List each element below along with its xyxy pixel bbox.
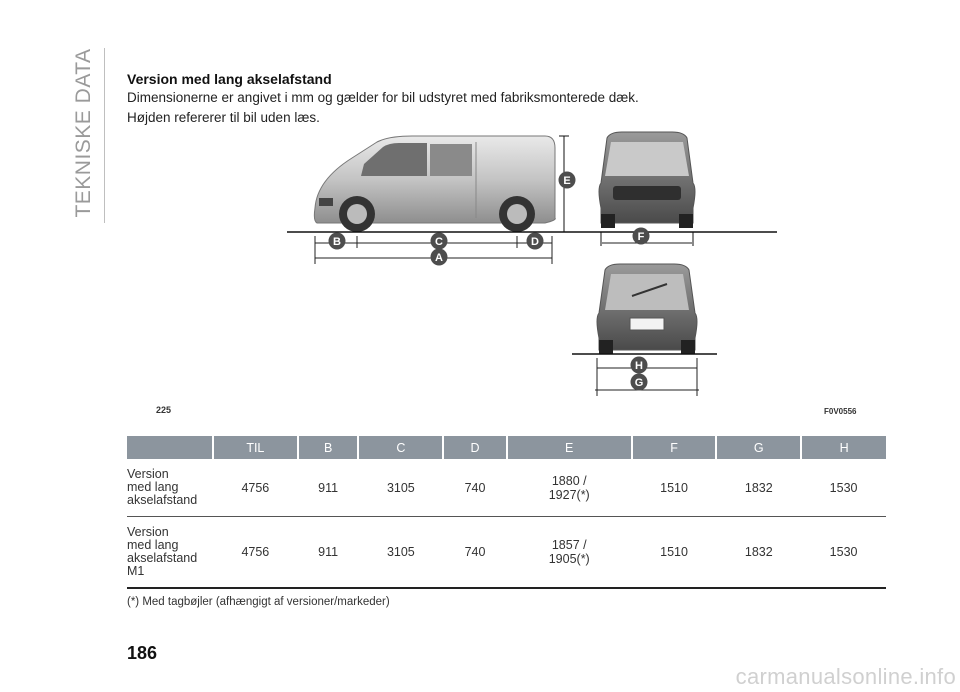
watermark: carmanualsonline.info bbox=[735, 664, 956, 689]
row-label: Version med lang akselafstand bbox=[127, 459, 213, 517]
svg-text:A: A bbox=[435, 252, 443, 264]
vehicle-dimensions-figure bbox=[127, 128, 887, 428]
table-footnote: (*) Med tagbøjler (afhængigt af versioner/markeder) bbox=[127, 596, 390, 608]
cell-f: 1510 bbox=[632, 517, 717, 589]
cell-d: 740 bbox=[443, 459, 507, 517]
height-note: Højden refererer til bil uden læs. bbox=[127, 110, 320, 125]
cell-e: 1857 / 1905(*) bbox=[507, 517, 632, 589]
header-b: B bbox=[298, 436, 359, 459]
header-til: TIL bbox=[213, 436, 298, 459]
van-rear-view bbox=[572, 264, 717, 354]
badge-a bbox=[431, 249, 448, 266]
van-front-view bbox=[599, 132, 695, 246]
svg-text:E: E bbox=[563, 175, 571, 187]
row-label: Version med lang akselafstand M1 bbox=[127, 517, 213, 589]
header-f: F bbox=[632, 436, 717, 459]
cell-h: 1530 bbox=[801, 517, 886, 589]
badge-e bbox=[559, 172, 576, 189]
svg-text:H: H bbox=[635, 360, 643, 372]
cell-til: 4756 bbox=[213, 517, 298, 589]
badge-c bbox=[431, 233, 448, 250]
header-e: E bbox=[507, 436, 632, 459]
badge-h bbox=[631, 357, 648, 374]
intro-paragraph: Dimensionerne er angivet i mm og gælder for bil udstyret med fabriksmonterede dæk. bbox=[127, 90, 639, 105]
header-d: D bbox=[443, 436, 507, 459]
section-divider bbox=[104, 48, 105, 223]
svg-text:B: B bbox=[333, 236, 341, 248]
header-g: G bbox=[716, 436, 801, 459]
cell-c: 3105 bbox=[358, 459, 443, 517]
table-row bbox=[127, 459, 886, 517]
badge-g bbox=[631, 374, 648, 391]
table-header-row bbox=[127, 436, 886, 459]
svg-text:F: F bbox=[637, 231, 645, 243]
header-h: H bbox=[801, 436, 886, 459]
svg-text:G: G bbox=[634, 377, 644, 389]
section-heading: Version med lang akselafstand bbox=[127, 71, 332, 87]
header-blank bbox=[127, 436, 213, 459]
badge-d bbox=[527, 233, 544, 250]
figure-code: F0V0556 bbox=[824, 407, 857, 416]
section-tab-label: TEKNISKE DATA bbox=[72, 48, 95, 218]
cell-b: 911 bbox=[298, 517, 359, 589]
cell-b: 911 bbox=[298, 459, 359, 517]
svg-text:C: C bbox=[435, 236, 443, 248]
cell-e: 1880 / 1927(*) bbox=[507, 459, 632, 517]
table-row bbox=[127, 517, 886, 589]
cell-g: 1832 bbox=[716, 517, 801, 589]
cell-c: 3105 bbox=[358, 517, 443, 589]
van-side-view bbox=[314, 136, 555, 232]
cell-f: 1510 bbox=[632, 459, 717, 517]
header-c: C bbox=[358, 436, 443, 459]
section-tab bbox=[64, 48, 104, 218]
dimensions-table bbox=[127, 436, 886, 589]
badge-b bbox=[329, 233, 346, 250]
svg-text:D: D bbox=[531, 236, 539, 248]
badge-f bbox=[633, 228, 650, 245]
cell-h: 1530 bbox=[801, 459, 886, 517]
cell-d: 740 bbox=[443, 517, 507, 589]
figure-number: 225 bbox=[156, 405, 172, 415]
page-number: 186 bbox=[127, 643, 158, 663]
cell-g: 1832 bbox=[716, 459, 801, 517]
cell-til: 4756 bbox=[213, 459, 298, 517]
